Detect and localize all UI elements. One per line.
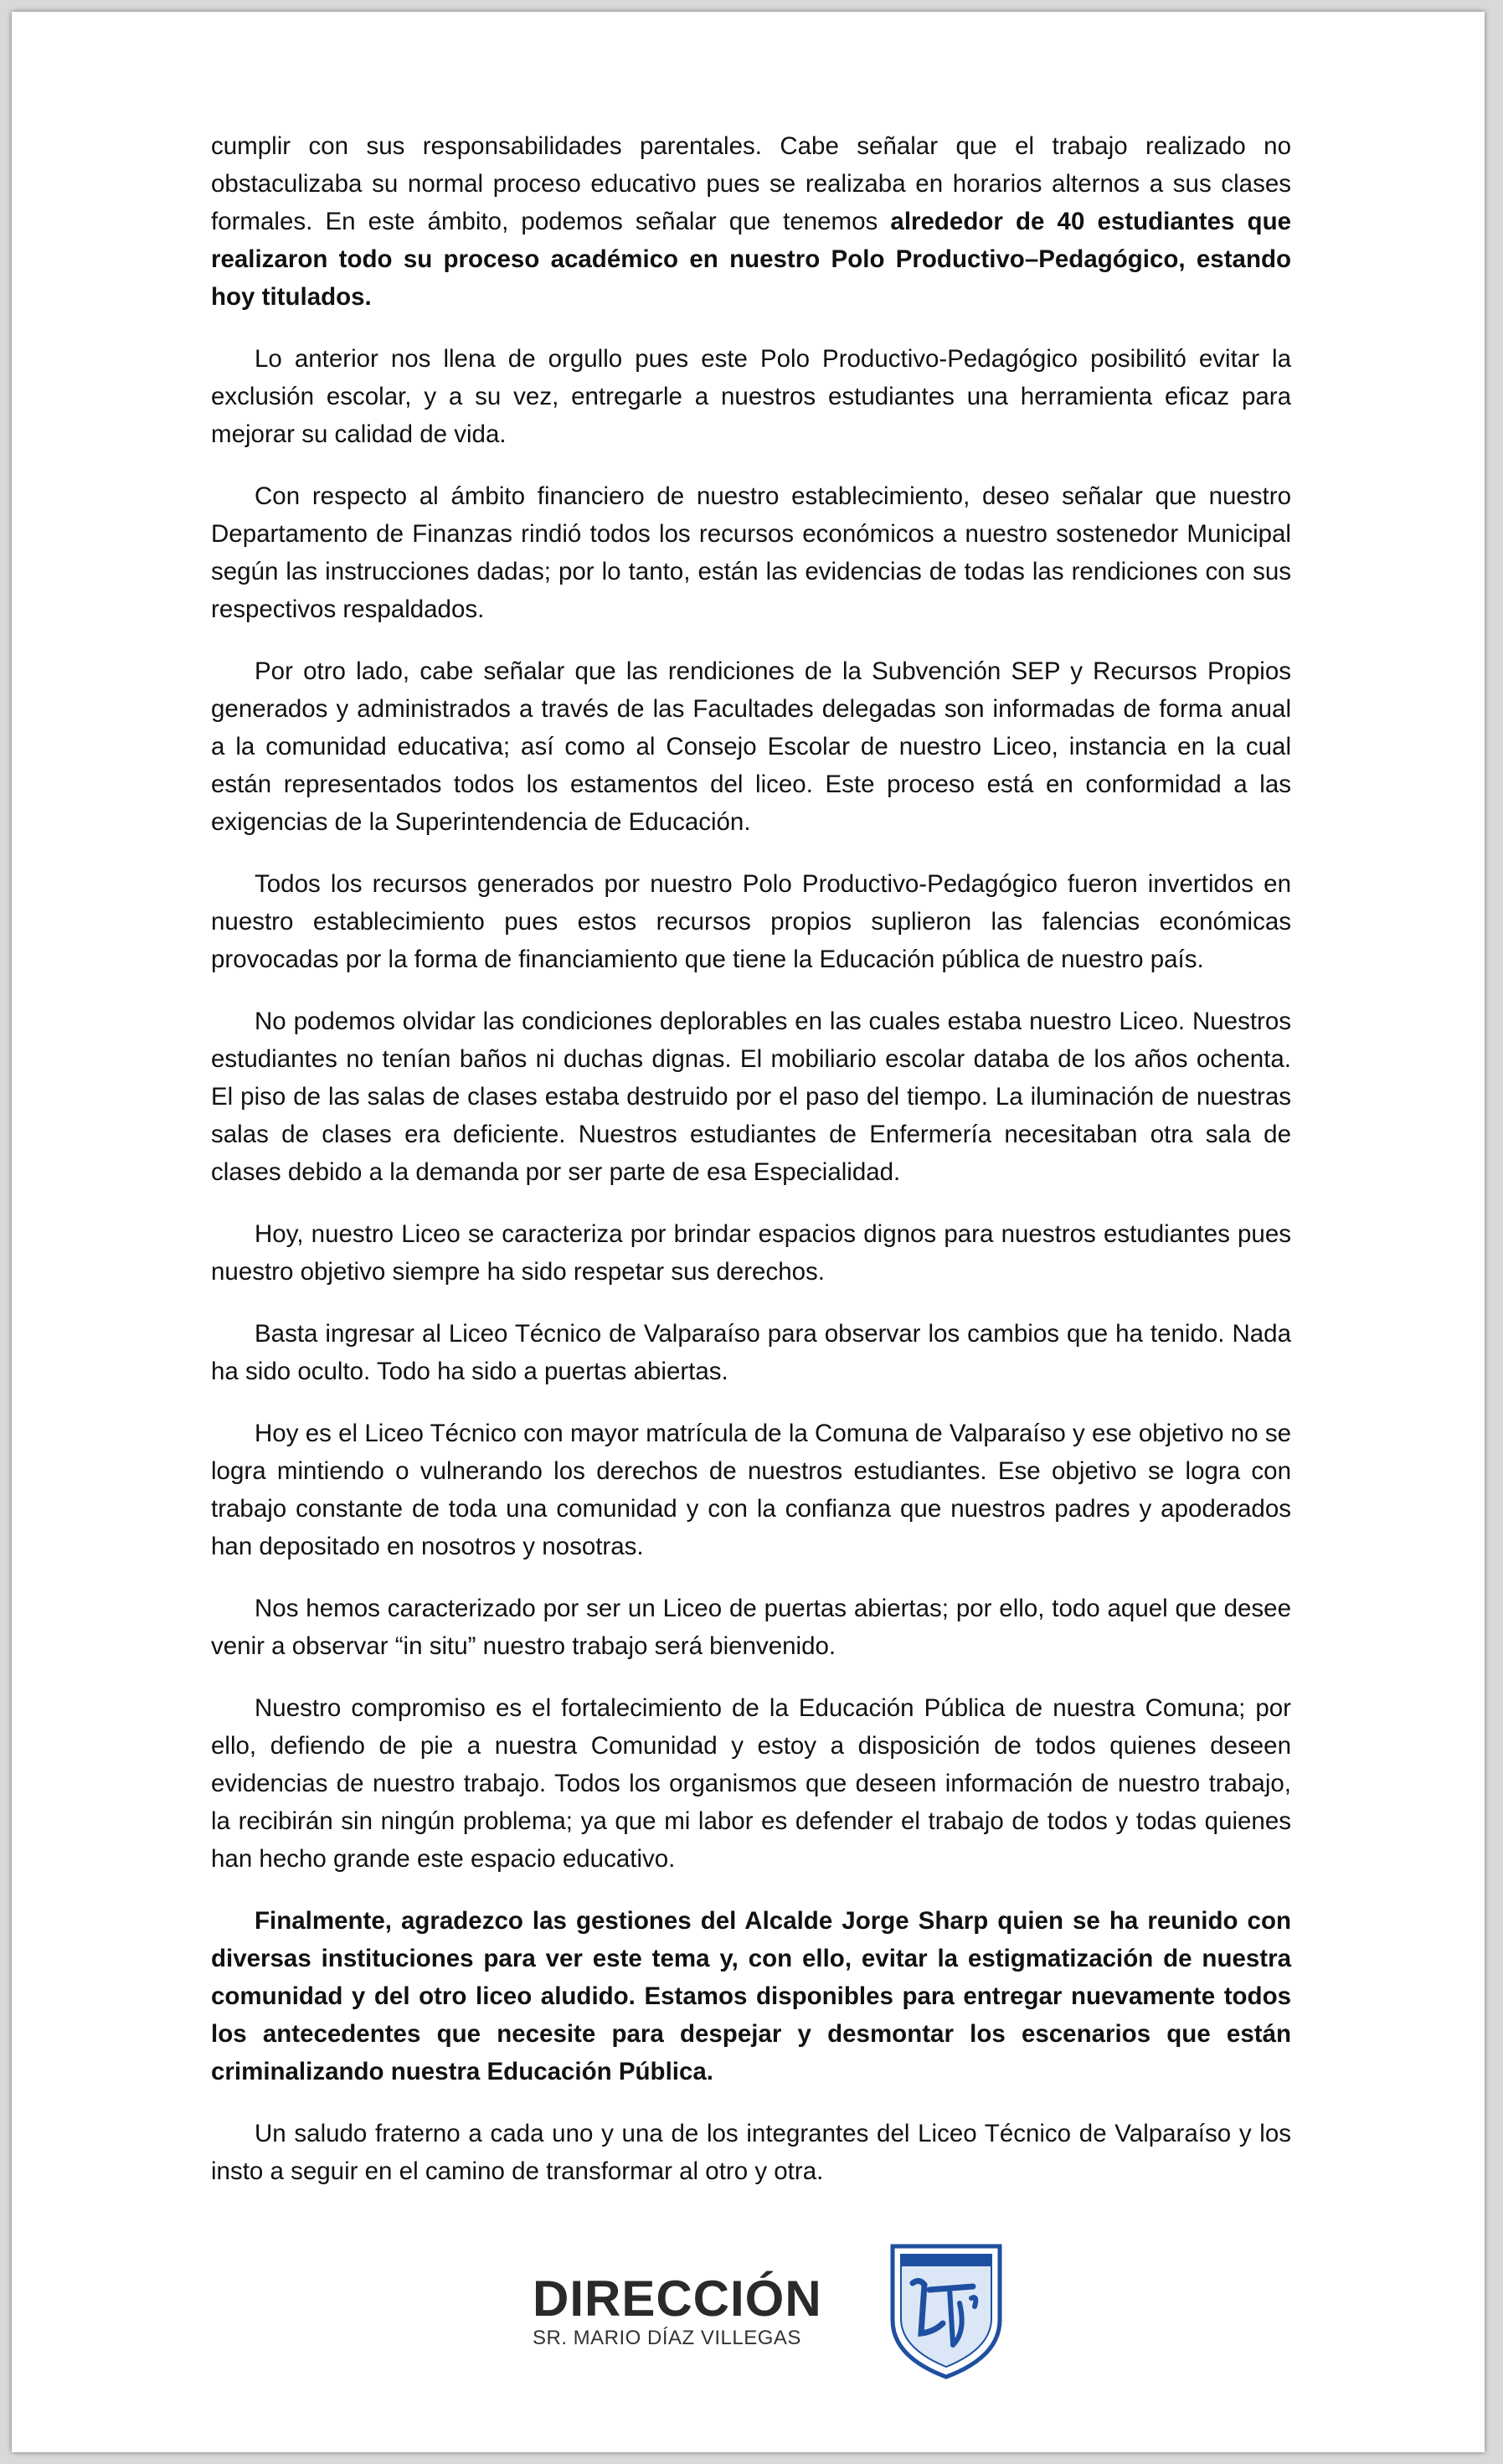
- text-run: Todos los recursos generados por nuestro Polo Productivo-Pedagógico fueron invertidos en nuestro establecimiento pues estos recursos propios suplieron las falencias económicas provocadas por la forma de financiamiento que tiene la Educación pública de nuestro país.: [211, 870, 1291, 973]
- body-paragraph: [211, 652, 1291, 841]
- text-run: cumplir con sus responsabilidades parentales. Cabe señalar que el trabajo realizado no obstaculizaba su normal proceso educativo pues se realizaba en horarios alternos a sus clases formales. En este ámbito, podemos señalar que tenemos: [211, 132, 1291, 235]
- document-page: [12, 12, 1485, 2452]
- body-paragraph: [211, 1215, 1291, 1291]
- body-paragraph: [211, 1003, 1291, 1191]
- text-run: Hoy es el Liceo Técnico con mayor matrícula de la Comuna de Valparaíso y ese objetivo no se logra mintiendo o vulnerando los derechos de nuestros estudiantes. Ese objetivo se logra con trabajo constante de toda una comunidad y con la confianza que nuestros padres y apoderados han depositado en nosotros y nosotras.: [211, 1420, 1291, 1560]
- text-run: Un saludo fraterno a cada uno y una de los integrantes del Liceo Técnico de Valparaíso y los insto a seguir en el camino de transformar al otro y otra.: [211, 2120, 1291, 2185]
- body-paragraph: [211, 1689, 1291, 1878]
- text-run: Basta ingresar al Liceo Técnico de Valparaíso para observar los cambios que ha tenido. Nada ha sido oculto. Todo ha sido a puertas abiertas.: [211, 1320, 1291, 1385]
- text-run: Por otro lado, cabe señalar que las rendiciones de la Subvención SEP y Recursos Propios generados y administrados a través de las Facultades delegadas son informadas de forma anual a la comunidad educativa; así como al Consejo Escolar de nuestro Liceo, instancia en la cual están representados todos los estamentos del liceo. Este proceso está en conformidad a las exigencias de la Superintendencia de Educación.: [211, 657, 1291, 836]
- text-run: Nos hemos caracterizado por ser un Liceo de puertas abiertas; por ello, todo aquel que desee venir a observar “in situ” nuestro trabajo será bienvenido.: [211, 1595, 1291, 1660]
- letter-body: [211, 127, 1291, 2214]
- signature-name: SR. MARIO DÍAZ VILLEGAS: [533, 2327, 801, 2349]
- body-paragraph: [211, 2115, 1291, 2190]
- signature-text: [533, 2273, 822, 2350]
- body-paragraph: [211, 1590, 1291, 1665]
- body-paragraph: [211, 127, 1291, 316]
- body-paragraph: [211, 1315, 1291, 1390]
- text-run: Con respecto al ámbito financiero de nuestro establecimiento, deseo señalar que nuestro Departamento de Finanzas rindió todos los recursos económicos a nuestro sostenedor Municipal según las instrucciones dadas; por lo tanto, están las evidencias de todas las rendiciones con sus respectivos respaldados.: [211, 482, 1291, 623]
- crest-shield-icon: [888, 2240, 1005, 2380]
- school-crest-logo: [888, 2240, 1005, 2384]
- text-run: Lo anterior nos llena de orgullo pues este Polo Productivo-Pedagógico posibilitó evitar la exclusión escolar, y a su vez, entregarle a nuestros estudiantes una herramienta eficaz para mejorar su calidad de vida.: [211, 345, 1291, 448]
- text-run: Nuestro compromiso es el fortalecimiento de la Educación Pública de nuestra Comuna; por ello, defiendo de pie a nuestra Comunidad y estoy a disposición de todos quienes deseen evidencias de nuestro trabajo. Todos los organismos que deseen información de nuestro trabajo, la recibirán sin ningún problema; ya que mi labor es defender el trabajo de todos y todas quienes han hecho grande este espacio educativo.: [211, 1694, 1291, 1873]
- body-paragraph: [211, 1902, 1291, 2090]
- body-paragraph: [211, 477, 1291, 628]
- text-run: No podemos olvidar las condiciones deplorables en las cuales estaba nuestro Liceo. Nuestros estudiantes no tenían baños ni duchas dignas. El mobiliario escolar databa de los años ochenta. El piso de las salas de clases estaba destruido por el paso del tiempo. La iluminación de nuestras salas de clases era deficiente. Nuestros estudiantes de Enfermería necesitaban otra sala de clases debido a la demanda por ser parte de esa Especialidad.: [211, 1008, 1291, 1186]
- bold-text-run: Finalmente, agradezco las gestiones del Alcalde Jorge Sharp quien se ha reunido con diversas instituciones para ver este tema y, con ello, evitar la estigmatización de nuestra comunidad y del otro liceo aludido. Estamos disponibles para entregar nuevamente todos los antecedentes que necesite para despejar y desmontar los escenarios que están criminalizando nuestra Educación Pública.: [211, 1907, 1291, 2085]
- body-paragraph: [211, 340, 1291, 453]
- signature-block: [533, 2240, 1005, 2384]
- body-paragraph: [211, 865, 1291, 978]
- bold-text-run: alrededor de 40 estudiantes que realizaron todo su proceso académico en nuestro Polo Productivo–Pedagógico, estando hoy titulados.: [211, 208, 1292, 311]
- text-run: Hoy, nuestro Liceo se caracteriza por brindar espacios dignos para nuestros estudiantes pues nuestro objetivo siempre ha sido respetar sus derechos.: [211, 1220, 1291, 1286]
- signature-title: DIRECCIÓN: [533, 2271, 822, 2327]
- body-paragraph: [211, 1415, 1291, 1565]
